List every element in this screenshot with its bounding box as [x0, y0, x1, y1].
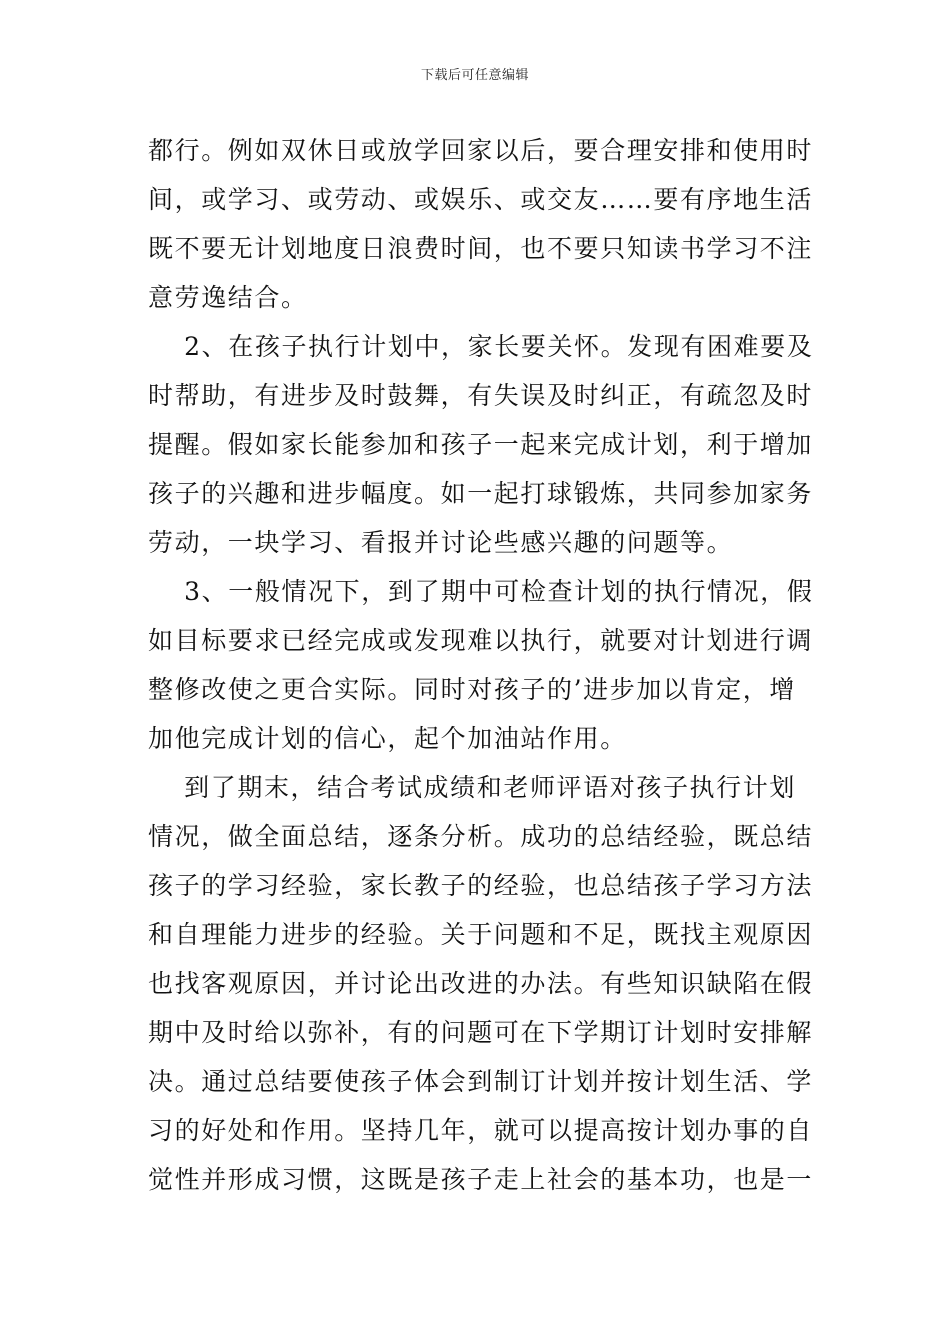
- text-line: 时帮助，有进步及时鼓舞，有失误及时纠正，有疏忽及时: [148, 381, 814, 410]
- text-line: 意劳逸结合。: [148, 283, 308, 312]
- text-line: 和自理能力进步的经验。关于问题和不足，既找主观原因: [148, 920, 814, 949]
- text-line: 也找客观原因，并讨论出改进的办法。有些知识缺陷在假: [148, 969, 814, 998]
- text-line: 间，或学习、或劳动、或娱乐、或交友……要有序地生活: [148, 185, 814, 214]
- text-line: 决。通过总结要使孩子体会到制订计划并按计划生活、学: [148, 1067, 814, 1096]
- text-line: 觉性并形成习惯，这既是孩子走上社会的基本功，也是一: [148, 1165, 814, 1194]
- text-line: 如目标要求已经完成或发现难以执行，就要对计划进行调: [148, 626, 814, 655]
- text-line: 期中及时给以弥补，有的问题可在下学期订计划时安排解: [148, 1018, 814, 1047]
- text-line: 情况，做全面总结，逐条分析。成功的总结经验，既总结: [148, 822, 814, 851]
- text-line: 2、在孩子执行计划中，家长要关怀。发现有困难要及: [148, 332, 814, 361]
- text-line: 孩子的兴趣和进步幅度。如一起打球锻炼，共同参加家务: [148, 479, 814, 508]
- text-line: 3、一般情况下，到了期中可检查计划的执行情况，假: [148, 577, 814, 606]
- text-line: 到了期末，结合考试成绩和老师评语对孩子执行计划: [148, 773, 796, 802]
- text-line: 既不要无计划地度日浪费时间，也不要只知读书学习不注: [148, 234, 814, 263]
- page-header: 下载后可任意编辑: [420, 68, 529, 83]
- text-line: 整修改使之更合实际。同时对孩子的’进步加以肯定，增: [148, 675, 796, 704]
- text-line: 习的好处和作用。坚持几年，就可以提高按计划办事的自: [148, 1116, 814, 1145]
- text-line: 加他完成计划的信心，起个加油站作用。: [148, 724, 627, 753]
- document-body: [148, 126, 814, 1204]
- text-line: 都行。例如双休日或放学回家以后，要合理安排和使用时: [148, 136, 814, 165]
- text-line: 提醒。假如家长能参加和孩子一起来完成计划，利于增加: [148, 430, 814, 459]
- text-line: 孩子的学习经验，家长教子的经验，也总结孩子学习方法: [148, 871, 814, 900]
- text-line: 劳动，一块学习、看报并讨论些感兴趣的问题等。: [148, 528, 734, 557]
